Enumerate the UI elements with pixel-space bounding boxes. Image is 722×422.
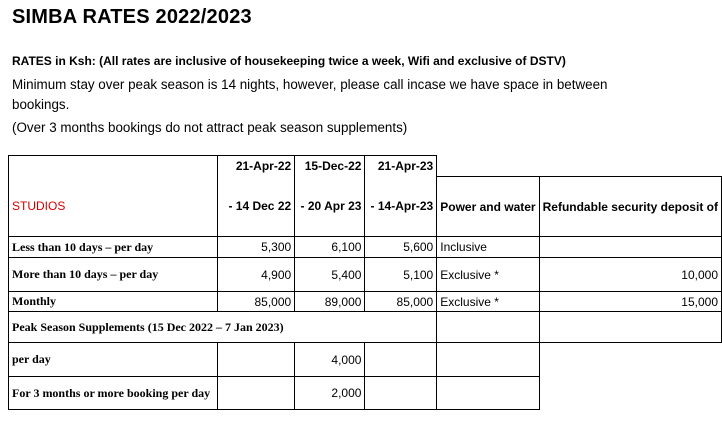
blank-cell <box>365 377 437 410</box>
to-date-3: - 14-Apr-23 <box>365 177 437 237</box>
row-label: More than 10 days – per day <box>9 258 218 292</box>
rate-cell: 85,000 <box>365 292 437 312</box>
to-date-1: - 14 Dec 22 <box>218 177 295 237</box>
blank-cell <box>365 312 437 343</box>
to-date-2: - 20 Apr 23 <box>295 177 365 237</box>
blank-cell <box>437 377 539 410</box>
minimum-stay-note: Minimum stay over peak season is 14 nights, however, please call incase we have space in between bookings. <box>12 77 608 112</box>
from-date-1: 21-Apr-22 <box>218 156 295 177</box>
rate-cell: 5,400 <box>295 258 365 292</box>
from-date-2: 15-Dec-22 <box>295 156 365 177</box>
power-cell: Exclusive * <box>437 258 539 292</box>
table-row <box>9 292 722 312</box>
rate-cell: 85,000 <box>218 292 295 312</box>
rate-cell: 5,600 <box>365 237 437 258</box>
table-row <box>9 377 722 410</box>
rate-cell: 2,000 <box>295 377 365 410</box>
power-cell: Inclusive <box>437 237 539 258</box>
row-label: per day <box>9 343 218 377</box>
header-empty-cell <box>9 156 218 177</box>
peak-season-label: Peak Season Supplements (15 Dec 2022 – 7 Jan 2023) <box>9 312 365 343</box>
table-row <box>9 258 722 292</box>
deposit-header: Refundable security deposit of <box>539 177 721 237</box>
deposit-cell <box>539 237 721 258</box>
row-label: Monthly <box>9 292 218 312</box>
rate-cell: 5,300 <box>218 237 295 258</box>
rate-cell: 5,100 <box>365 258 437 292</box>
deposit-cell: 15,000 <box>539 292 721 312</box>
blank-cell <box>437 312 539 343</box>
rates-table <box>8 155 722 410</box>
table-row <box>9 343 722 377</box>
blank-cell <box>218 377 295 410</box>
page-title: SIMBA RATES 2022/2023 <box>12 6 252 28</box>
blank-cell <box>437 343 539 377</box>
table-row <box>9 177 722 237</box>
blank-cell <box>539 312 721 343</box>
row-label: For 3 months or more booking per day <box>9 377 218 410</box>
from-date-3: 21-Apr-23 <box>365 156 437 177</box>
peak-supplement-note: (Over 3 months bookings do not attract peak season supplements) <box>12 120 408 135</box>
blank-cell <box>437 156 539 177</box>
rate-cell: 89,000 <box>295 292 365 312</box>
blank-cell <box>218 343 295 377</box>
rate-cell: 4,900 <box>218 258 295 292</box>
blank-cell <box>539 377 721 410</box>
blank-cell <box>365 343 437 377</box>
blank-cell <box>539 156 721 177</box>
table-row <box>9 156 722 177</box>
deposit-cell: 10,000 <box>539 258 721 292</box>
rates-heading: RATES in Ksh: (All rates are inclusive of housekeeping twice a week, Wifi and exclusive of DSTV) <box>12 54 566 68</box>
power-water-header: Power and water <box>437 177 539 237</box>
power-cell: Exclusive * <box>437 292 539 312</box>
blank-cell <box>539 343 721 377</box>
rate-cell: 6,100 <box>295 237 365 258</box>
table-row <box>9 312 722 343</box>
section-label-studios: STUDIOS <box>9 177 218 237</box>
row-label: Less than 10 days – per day <box>9 237 218 258</box>
table-row <box>9 237 722 258</box>
rate-cell: 4,000 <box>295 343 365 377</box>
